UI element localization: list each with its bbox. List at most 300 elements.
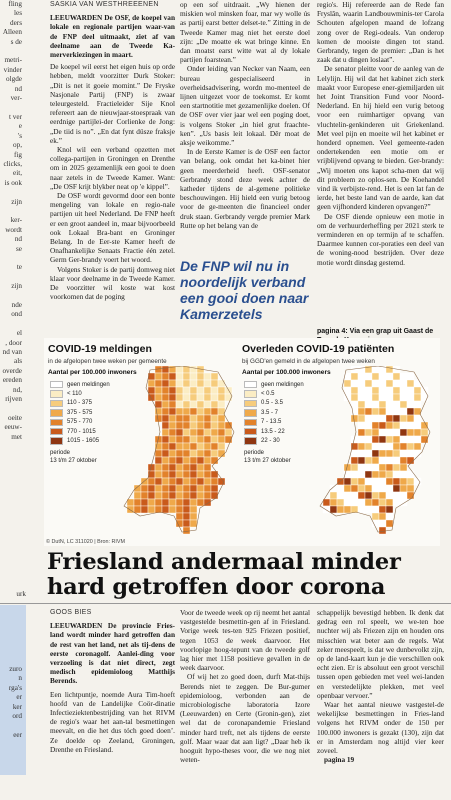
cropped-text-line: overde — [2, 366, 22, 375]
municipality-cell — [169, 457, 176, 464]
cropped-text-line: nd van — [2, 348, 22, 357]
municipality-cell — [197, 492, 204, 499]
municipality-cell — [414, 429, 421, 436]
municipality-cell — [358, 429, 365, 436]
municipality-cell — [358, 380, 365, 387]
article2-byline: GOOS BIES — [50, 609, 92, 616]
municipality-cell — [183, 499, 190, 506]
municipality-cell — [379, 380, 386, 387]
municipality-cell — [169, 492, 176, 499]
municipality-cell — [183, 373, 190, 380]
municipality-cell — [365, 506, 372, 513]
article1-col1 — [50, 0, 175, 302]
municipality-cell — [218, 422, 225, 429]
municipality-cell — [351, 492, 358, 499]
municipality-cell — [386, 443, 393, 450]
municipality-cell — [225, 429, 232, 436]
municipality-cell — [162, 443, 169, 450]
cropped-text-line: s de — [10, 37, 22, 46]
municipality-cell — [372, 436, 379, 443]
municipality-cell — [155, 492, 162, 499]
municipality-cell — [407, 415, 414, 422]
municipality-cell — [197, 478, 204, 485]
municipality-cell — [393, 492, 400, 499]
municipality-cell — [190, 506, 197, 513]
municipality-cell — [337, 485, 344, 492]
cropped-text-line: nde — [11, 301, 22, 309]
municipality-cell — [176, 485, 183, 492]
municipality-cell — [365, 387, 372, 394]
municipality-cell — [204, 408, 211, 415]
municipality-cell — [358, 471, 365, 478]
municipality-cell — [204, 387, 211, 394]
municipality-cell — [183, 527, 190, 534]
municipality-cell — [358, 387, 365, 394]
municipality-cell — [400, 408, 407, 415]
municipality-cell — [379, 471, 386, 478]
municipality-cell — [365, 478, 372, 485]
municipality-cell — [372, 513, 379, 520]
municipality-cell — [379, 506, 386, 513]
municipality-cell — [162, 429, 169, 436]
cropped-text-line: e — [18, 122, 22, 131]
municipality-cell — [162, 478, 169, 485]
municipality-cell — [183, 408, 190, 415]
municipality-cell — [393, 471, 400, 478]
right-map-legend — [244, 380, 304, 446]
municipality-cell — [386, 415, 393, 422]
municipality-cell — [204, 373, 211, 380]
legend-item — [244, 408, 304, 417]
legend-swatch — [50, 390, 63, 397]
legend-item — [244, 418, 304, 427]
cropped-text-line: eit, — [13, 169, 22, 178]
municipality-cell — [414, 401, 421, 408]
cropped-text-line — [0, 273, 26, 282]
municipality-cell — [358, 408, 365, 415]
municipality-cell — [162, 366, 169, 373]
municipality-cell — [400, 443, 407, 450]
municipality-cell — [148, 506, 155, 513]
municipality-cell — [197, 401, 204, 408]
municipality-cell — [197, 408, 204, 415]
municipality-cell — [358, 422, 365, 429]
cropped-text-line: op, — [13, 141, 22, 150]
municipality-cell — [393, 387, 400, 394]
municipality-cell — [386, 506, 393, 513]
municipality-cell — [169, 422, 176, 429]
legend-label: geen meldingen — [67, 381, 110, 388]
cropped-text-line: olgde — [6, 75, 22, 84]
municipality-cell — [197, 380, 204, 387]
left-map-period — [50, 450, 97, 465]
municipality-cell — [344, 492, 351, 499]
municipality-cell — [176, 450, 183, 457]
municipality-cell — [393, 380, 400, 387]
municipality-cell — [379, 436, 386, 443]
municipality-cell — [190, 443, 197, 450]
municipality-cell — [351, 471, 358, 478]
municipality-cell — [386, 408, 393, 415]
legend-swatch — [244, 400, 257, 407]
municipality-cell — [141, 492, 148, 499]
municipality-cell — [344, 387, 351, 394]
municipality-cell — [400, 387, 407, 394]
pull-quote: De FNP wil nu in noordelijk verband een gooi doen naar Kamerzetels — [180, 258, 309, 322]
legend-item — [50, 427, 110, 436]
cropped-text-lines — [0, 0, 30, 442]
municipality-cell — [176, 499, 183, 506]
legend-item — [50, 389, 110, 398]
municipality-cell — [197, 373, 204, 380]
municipality-cell — [365, 380, 372, 387]
article1-paragraph: In de Eerste Kamer is de OSF een factor van belang, ook omdat het ka-binet hier geen meerderheid heeft. OSF-senator Gerbrandy stond deze week achter de katheder tijdens de al-gemene politieke beschouwingen. Hij hield een vurig betoog voor de ge-meenten die financieel onder druk staan. Gerbrandy vergde premier Mark Rutte op het belang van de — [180, 147, 310, 230]
cropped-text-line: eeuw- — [4, 423, 22, 432]
right-map-unit: Aantal per 100.000 inwoners — [242, 369, 331, 376]
municipality-cell — [393, 499, 400, 506]
municipality-cell — [162, 471, 169, 478]
municipality-cell — [393, 443, 400, 450]
municipality-cell — [204, 450, 211, 457]
legend-label: 110 - 375 — [67, 400, 92, 407]
municipality-cell — [372, 478, 379, 485]
right-map-period — [244, 450, 291, 465]
municipality-cell — [393, 408, 400, 415]
article2-lead: LEEUWARDEN De provincie Fries-land wordt minder hard getroffen dan de rest van het land, net als tij-dens de eerste coronagolf. Aanlei-ding voor verzoeling is dat niet direct, zegt medisch epidemioloog Matthijs Berends. — [50, 621, 175, 686]
cropped-text-line: ker- — [10, 216, 22, 225]
municipality-cell — [351, 415, 358, 422]
municipality-cell — [372, 471, 379, 478]
municipality-cell — [190, 520, 197, 527]
municipality-cell — [162, 464, 169, 471]
municipality-cell — [330, 485, 337, 492]
municipality-cell — [169, 450, 176, 457]
municipality-cell — [365, 373, 372, 380]
municipality-cell — [183, 513, 190, 520]
municipality-cell — [379, 450, 386, 457]
article1-paragraph: op een sof uitdraait. „Wy hienen der miskien wol minsken foar, mar wy wolle ús as partij earst better delset-te.” Zitting in de Tweede Kamer mag niet het eerste doel zijn: „De moatte ek wat bringe kinne. En dan moatst earst witte wat al dy lokale partijen foarstean.” — [180, 0, 310, 65]
municipality-cell — [414, 436, 421, 443]
municipality-cell — [393, 373, 400, 380]
municipality-cell — [211, 401, 218, 408]
municipality-cell — [351, 478, 358, 485]
cropped-text-line: nd — [14, 235, 22, 244]
period-value: 13 t/m 27 oktober — [244, 457, 291, 464]
municipality-cell — [386, 471, 393, 478]
cropped-text-line: rijven — [5, 395, 22, 404]
netherlands-map-deaths — [316, 366, 434, 534]
municipality-cell — [204, 422, 211, 429]
cropped-text-line: Alleen — [2, 28, 22, 37]
legend-swatch — [50, 428, 63, 435]
municipality-cell — [204, 380, 211, 387]
municipality-cell — [162, 499, 169, 506]
municipality-cell — [351, 457, 358, 464]
municipality-cell — [197, 429, 204, 436]
municipality-cell — [379, 401, 386, 408]
municipality-cell — [407, 394, 414, 401]
municipality-cell — [155, 506, 162, 513]
municipality-cell — [211, 471, 218, 478]
legend-swatch — [244, 409, 257, 416]
municipality-cell — [379, 387, 386, 394]
municipality-cell — [386, 513, 393, 520]
municipality-cell — [183, 520, 190, 527]
municipality-cell — [169, 373, 176, 380]
left-map-legend — [50, 380, 110, 446]
municipality-cell — [169, 443, 176, 450]
municipality-cell — [162, 415, 169, 422]
municipality-cell — [400, 394, 407, 401]
municipality-cell — [176, 520, 183, 527]
municipality-cell — [162, 436, 169, 443]
legend-label: 3.5 - 7 — [261, 409, 279, 416]
municipality-cell — [393, 401, 400, 408]
municipality-cell — [365, 408, 372, 415]
municipality-cell — [211, 450, 218, 457]
graphic-source: © DutN, LC 311020 | Bron: RIVM — [46, 539, 125, 545]
legend-label: 0.5 - 3.5 — [261, 400, 284, 407]
municipality-cell — [190, 422, 197, 429]
municipality-cell — [190, 401, 197, 408]
municipality-cell — [169, 464, 176, 471]
municipality-cell — [372, 401, 379, 408]
municipality-cell — [365, 485, 372, 492]
municipality-cell — [176, 492, 183, 499]
municipality-cell — [372, 450, 379, 457]
municipality-cell — [169, 380, 176, 387]
article1-col2 — [180, 0, 310, 230]
municipality-cell — [365, 457, 372, 464]
municipality-cell — [183, 380, 190, 387]
municipality-cell — [358, 366, 365, 373]
municipality-cell — [204, 436, 211, 443]
municipality-cell — [400, 401, 407, 408]
municipality-cell — [218, 401, 225, 408]
municipality-cell — [190, 464, 197, 471]
municipality-cell — [400, 436, 407, 443]
municipality-cell — [358, 450, 365, 457]
municipality-cell — [169, 471, 176, 478]
municipality-cell — [365, 415, 372, 422]
municipality-cell — [211, 380, 218, 387]
municipality-cell — [148, 387, 155, 394]
municipality-cell — [162, 401, 169, 408]
municipality-cell — [183, 436, 190, 443]
article1-paragraph: regio's. Hij refereerde aan de Rede fan Fryslân, waarin Landbouwminis-ter Carola Schouten afgelopen maand de lofzang zong over de Regi-odeals. Van onderop komen de mooiste dingen tot stand. Gerbrandy, tegen de premier: „Dan is het zaak dat u dingen loslaat”. — [317, 0, 444, 65]
legend-item — [50, 399, 110, 408]
legend-label: < 110 — [67, 391, 82, 398]
municipality-cell — [176, 401, 183, 408]
municipality-cell — [148, 478, 155, 485]
cropped-text-line: te — [16, 263, 22, 272]
municipality-cell — [211, 387, 218, 394]
municipality-cell — [400, 457, 407, 464]
left-map-unit: Aantal per 100.000 inwoners — [48, 369, 137, 376]
municipality-cell — [365, 464, 372, 471]
cropped-text-line: zijn — [11, 197, 22, 206]
municipality-cell — [155, 394, 162, 401]
municipality-cell — [176, 366, 183, 373]
municipality-cell — [414, 380, 421, 387]
cropped-text-line — [0, 103, 26, 112]
municipality-cell — [211, 422, 218, 429]
municipality-cell — [190, 366, 197, 373]
municipality-cell — [372, 415, 379, 422]
municipality-cell — [169, 436, 176, 443]
previous-page-edge — [0, 0, 30, 800]
municipality-cell — [225, 422, 232, 429]
municipality-cell — [218, 387, 225, 394]
municipality-cell — [183, 506, 190, 513]
municipality-cell — [162, 387, 169, 394]
article2-paragraph: Een lichtpuntje, noemde Aura Tim-hoeft hoofd van de Landelijke Coör-dinatie Infectieziektenbestrijding van het RIVM de regio's waar het aan-tal besmettingen meevalt, en die het dus tóch goed doen’. Ze doelde op Zeeland, Groningen, Drenthe en Friesland. — [50, 689, 175, 754]
municipality-cell — [169, 408, 176, 415]
municipality-cell — [393, 394, 400, 401]
municipality-cell — [365, 450, 372, 457]
municipality-cell — [204, 457, 211, 464]
municipality-cell — [407, 401, 414, 408]
municipality-cell — [183, 485, 190, 492]
municipality-cell — [204, 485, 211, 492]
article1-paragraph: Volgens Stoker is de partij domweg niet klaar voor deelname in de Tweede Kamer. De voorzitter wil koste wat kost voorkomen dat de poging — [50, 264, 175, 302]
municipality-cell — [365, 471, 372, 478]
municipality-cell — [190, 499, 197, 506]
divider — [0, 603, 451, 604]
legend-item — [50, 418, 110, 427]
municipality-cell — [365, 401, 372, 408]
cropped-text-line: oeite — [8, 413, 22, 422]
municipality-cell — [407, 478, 414, 485]
legend-swatch — [50, 419, 63, 426]
cropped-text-line: clicks, — [3, 159, 22, 168]
municipality-cell — [211, 394, 218, 401]
municipality-cell — [372, 492, 379, 499]
municipality-cell — [358, 464, 365, 471]
cropped-text-line: vinder — [3, 65, 22, 74]
municipality-cell — [155, 401, 162, 408]
municipality-cell — [155, 415, 162, 422]
municipality-cell — [190, 450, 197, 457]
municipality-cell — [204, 464, 211, 471]
municipality-cell — [204, 401, 211, 408]
municipality-cell — [421, 429, 428, 436]
municipality-cell — [379, 478, 386, 485]
municipality-cell — [176, 464, 183, 471]
municipality-cell — [176, 471, 183, 478]
municipality-cell — [386, 373, 393, 380]
municipality-cell — [141, 499, 148, 506]
cropped-text-line: metri- — [4, 56, 22, 65]
municipality-cell — [379, 415, 386, 422]
municipality-cell — [155, 450, 162, 457]
municipality-cell — [358, 492, 365, 499]
article1-paragraph: De OSF wordt gevormd door een bonte mengeling van lokale en regio-nale partijen uit heel Nederland. De FNP heeft er een groot aandeel in, maar bijvoorbeeld ook Lokaal Bra-bant en Groninger Belang. In de Eer-ste Kamer heeft de Onafhankelijke Senaats Fractie één zetel. Germ Ger-brandy voert het woord. — [50, 191, 175, 265]
municipality-cell — [379, 527, 386, 534]
municipality-cell — [197, 387, 204, 394]
municipality-cell — [365, 499, 372, 506]
municipality-cell — [155, 478, 162, 485]
municipality-cell — [218, 450, 225, 457]
municipality-cell — [148, 492, 155, 499]
municipality-cell — [190, 408, 197, 415]
municipality-cell — [190, 478, 197, 485]
municipality-cell — [190, 436, 197, 443]
municipality-cell — [337, 506, 344, 513]
municipality-cell — [400, 492, 407, 499]
municipality-cell — [190, 394, 197, 401]
municipality-cell — [134, 492, 141, 499]
municipality-cell — [190, 387, 197, 394]
municipality-cell — [155, 471, 162, 478]
cropped-text-line: zijn — [11, 282, 22, 291]
article1-col3 — [317, 0, 444, 267]
municipality-cell — [400, 471, 407, 478]
municipality-cell — [190, 492, 197, 499]
municipality-cell — [211, 443, 218, 450]
municipality-cell — [197, 415, 204, 422]
municipality-cell — [358, 443, 365, 450]
municipality-cell — [386, 499, 393, 506]
municipality-cell — [372, 506, 379, 513]
municipality-cell — [197, 464, 204, 471]
municipality-cell — [351, 506, 358, 513]
cropped-text-line: nd — [14, 84, 22, 93]
municipality-cell — [358, 436, 365, 443]
legend-label: < 0.5 — [261, 391, 275, 398]
municipality-cell — [400, 429, 407, 436]
municipality-cell — [204, 478, 211, 485]
municipality-cell — [169, 429, 176, 436]
municipality-cell — [344, 380, 351, 387]
municipality-cell — [197, 394, 204, 401]
article2-paragraph: Waar het aantal nieuwe vastgestel-de wekelijkse besmettingen in Fries-land volgens het RIVM onder de 150 per 100.000 inwoners is gezakt (130), zijn dat er in Amsterdam nog altijd vier keer zoveel. — [317, 700, 444, 756]
legend-label: 7 - 13.5 — [261, 419, 282, 426]
cropped-text-line: se — [16, 244, 22, 253]
cropped-text-line: urk — [16, 590, 26, 598]
article1-paragraph: De koepel wil eerst het eigen huis op orde hebben, meldt voorzitter Durk Stoker: „Dit is net it goeie momint.” De Fryske Nasjonale Partij (FNP) is zwaar teleurgesteld. Fractieleider Sije Knol refereert aan de nieuwjaar-stoespraak van eerdnige partijlei-der Corlienke de Jong: „De tiid is no”. „En dat fynt düsze fraksje ek.” — [50, 62, 175, 145]
municipality-cell — [176, 380, 183, 387]
article2-paragraph: schappelijk bevestigd hebben. Ik denk dat gedrag een rol speelt, we we-ten hoe nuchter wij als Friezen zijn en houden ons misschien wat beter aan de regels. Wat zeker meespeelt, is dat we dunbevolkt zijn, op de land-kaart kun je die verschillen ook echt zien. Er is absoluut een groot verschil tussen open gebieden met veel wei-landen en verstedelijkte plekken, met veel openbaar vervoer.” — [317, 608, 444, 700]
municipality-cell — [393, 429, 400, 436]
article2-col1 — [50, 608, 175, 754]
cropped-text-line — [0, 404, 26, 413]
article2-col3 — [317, 608, 444, 764]
municipality-cell — [204, 443, 211, 450]
municipality-cell — [379, 457, 386, 464]
municipality-cell — [197, 471, 204, 478]
municipality-cell — [211, 478, 218, 485]
municipality-cell — [379, 422, 386, 429]
municipality-cell — [358, 485, 365, 492]
municipality-cell — [218, 415, 225, 422]
municipality-cell — [183, 478, 190, 485]
legend-swatch — [50, 381, 63, 388]
municipality-cell — [372, 464, 379, 471]
municipality-cell — [407, 380, 414, 387]
municipality-cell — [176, 457, 183, 464]
municipality-cell — [204, 415, 211, 422]
municipality-cell — [372, 394, 379, 401]
legend-item — [244, 389, 304, 398]
cropped-text-line — [0, 320, 26, 329]
municipality-cell — [197, 450, 204, 457]
municipality-cell — [211, 408, 218, 415]
legend-item — [244, 436, 304, 445]
right-map-subtitle: bij GGD'en gemeld in de afgelopen twee weken — [242, 358, 375, 365]
municipality-cell — [393, 450, 400, 457]
municipality-cell — [372, 380, 379, 387]
